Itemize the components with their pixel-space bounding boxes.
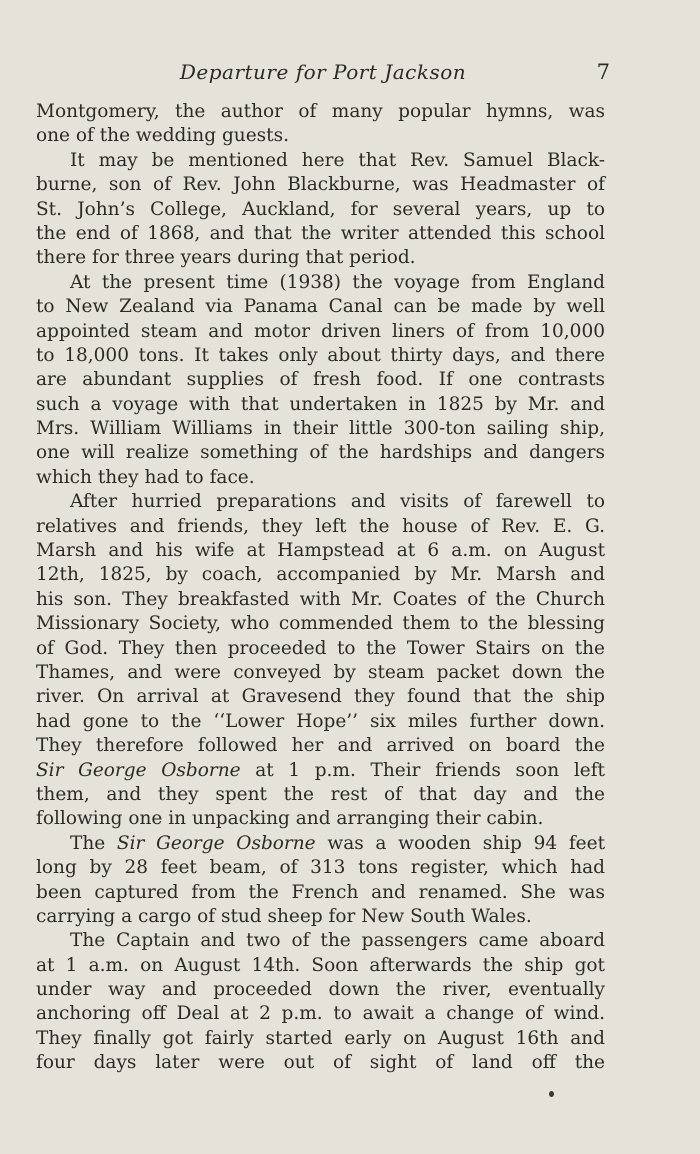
text-fragment: was a wooden ship 94 feet bbox=[315, 832, 606, 854]
text-line: at 1 a.m. on August 14th. Soon afterwards the ship got bbox=[36, 954, 605, 976]
text-line: to New Zealand via Panama Canal can be made by well bbox=[36, 296, 605, 318]
text-line: following one in unpacking and arranging their cabin. bbox=[36, 808, 544, 830]
text-line: anchoring off Deal at 2 p.m. to await a change of wind. bbox=[36, 1003, 605, 1025]
text-line: which they had to face. bbox=[36, 466, 255, 488]
text-line: the end of 1868, and that the writer attended this school bbox=[36, 222, 605, 244]
text-line: Marsh and his wife at Hampstead at 6 a.m. on August bbox=[36, 540, 605, 562]
text-line: The Captain and two of the passengers came aboard bbox=[70, 930, 605, 952]
text-line: been captured from the French and renamed. She was bbox=[36, 881, 605, 903]
text-line: They therefore followed her and arrived on board the bbox=[36, 735, 605, 757]
text-line: relatives and friends, they left the house of Rev. E. G. bbox=[36, 515, 605, 537]
body-text bbox=[36, 100, 605, 1076]
ship-name: Sir George Osborne bbox=[116, 832, 316, 854]
text-line: long by 28 feet beam, of 313 tons register, which had bbox=[36, 857, 605, 879]
text-line: appointed steam and motor driven liners of from 10,000 bbox=[36, 320, 605, 342]
text-line: one will realize something of the hardships and dangers bbox=[36, 442, 605, 464]
text-line: Missionary Society, who commended them to the blessing bbox=[36, 613, 605, 635]
ship-name: Sir George Osborne bbox=[36, 759, 241, 781]
text-line: are abundant supplies of fresh food. If one contrasts bbox=[36, 369, 605, 391]
page-header bbox=[36, 57, 610, 89]
text-line: his son. They breakfasted with Mr. Coates of the Church bbox=[36, 588, 605, 610]
text-line: Thames, and were conveyed by steam packet down the bbox=[36, 661, 605, 683]
running-head: Departure for Port Jackson bbox=[179, 60, 467, 84]
text-fragment: The bbox=[70, 832, 117, 854]
text-line: 12th, 1825, by coach, accompanied by Mr. Marsh and bbox=[36, 564, 605, 586]
text-line: burne, son of Rev. John Blackburne, was Headmaster of bbox=[36, 174, 605, 196]
text-line: At the present time (1938) the voyage from England bbox=[70, 271, 605, 293]
text-line: them, and they spent the rest of that day and the bbox=[36, 783, 605, 805]
text-line: one of the wedding guests. bbox=[36, 125, 289, 147]
text-line: of God. They then proceeded to the Tower Stairs on the bbox=[36, 637, 605, 659]
text-line: Montgomery, the author of many popular hymns, was bbox=[36, 101, 605, 122]
text-line: to 18,000 tons. It takes only about thirty days, and there bbox=[36, 344, 605, 366]
text-line: such a voyage with that undertaken in 1825 by Mr. and bbox=[36, 393, 605, 415]
text-fragment: at 1 p.m. Their friends soon left bbox=[240, 759, 605, 781]
text-line bbox=[36, 832, 605, 856]
text-line bbox=[36, 759, 605, 783]
text-line: It may be mentioned here that Rev. Samuel Black- bbox=[70, 149, 605, 171]
text-line: had gone to the ‘‘Lower Hope’’ six miles further down. bbox=[36, 710, 605, 732]
text-line: under way and proceeded down the river, eventually bbox=[36, 979, 605, 1001]
page-number: 7 bbox=[596, 60, 610, 84]
text-line: St. John’s College, Auckland, for several years, up to bbox=[36, 198, 605, 220]
text-line: four days later were out of sight of land off the bbox=[36, 1052, 605, 1074]
text-line: After hurried preparations and visits of farewell to bbox=[70, 491, 605, 513]
text-line: river. On arrival at Gravesend they found that the ship bbox=[36, 686, 605, 708]
text-line: carrying a cargo of stud sheep for New South Wales. bbox=[36, 905, 532, 927]
ink-speck bbox=[549, 1091, 554, 1097]
text-line: They finally got fairly started early on August 16th and bbox=[36, 1027, 605, 1049]
text-line: there for three years during that period. bbox=[36, 247, 416, 269]
text-line: Mrs. William Williams in their little 300-ton sailing ship, bbox=[36, 418, 605, 440]
